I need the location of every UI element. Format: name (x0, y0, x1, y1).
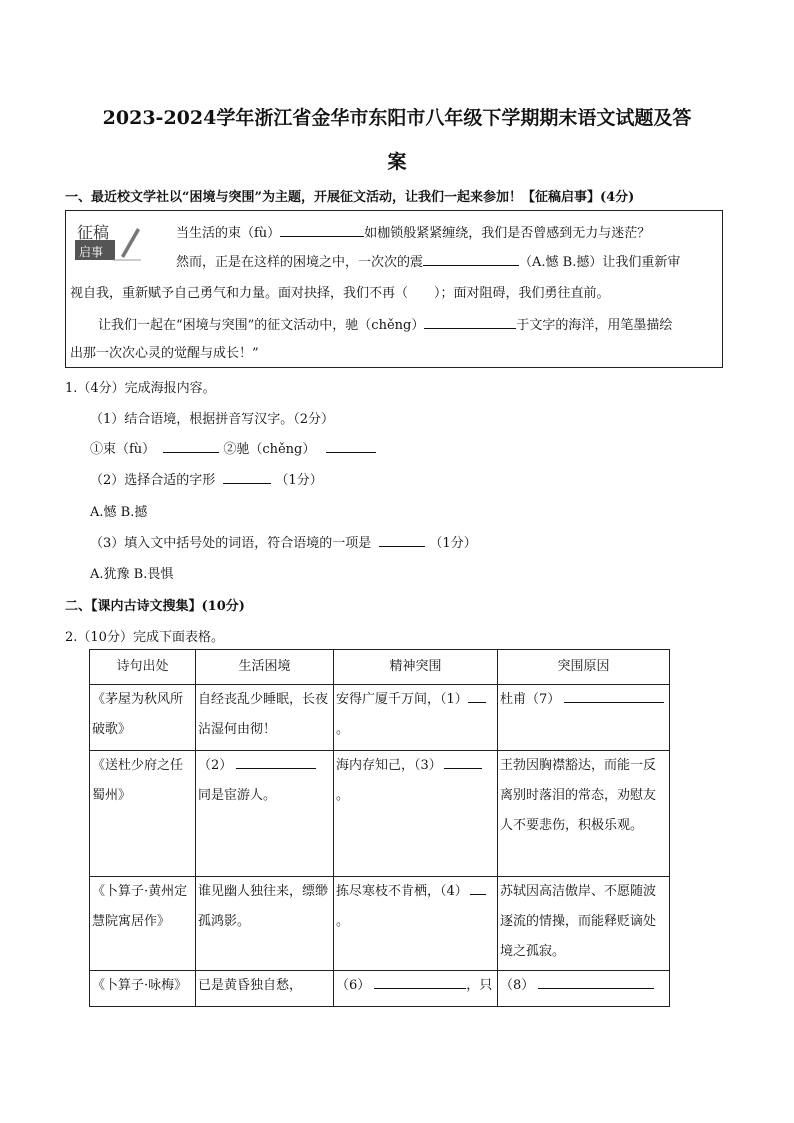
cell-plight (196, 751, 334, 877)
logo-bottom-text: 启事 (79, 245, 104, 259)
poster-p1b: 如枷锁般紧紧缠绕，我们是否曾感到无力与迷茫？ (364, 226, 651, 241)
answer-blank-7[interactable] (564, 688, 664, 703)
title-line-1: 2023-2024学年浙江省金华市东阳市八年级下学期期末语文试题及答 (102, 107, 692, 129)
cell-source: 《卜算子·咏梅》 (90, 971, 196, 1007)
cell-breakthrough (334, 685, 498, 751)
q1-sub1-b: ②驰（chěng） (223, 442, 316, 457)
q1-sub3-line (90, 532, 477, 551)
cell-breakthrough (334, 877, 498, 971)
cell-source: 《送杜少府之任蜀州》 (90, 751, 196, 877)
poster-p4a: 让我们一起在“困境与突围”的征文活动中，驰（chěng） (98, 318, 425, 333)
poster-p2b: （A.憾 B.撼）让我们重新审 (519, 255, 681, 270)
table-row (90, 877, 670, 971)
poster-line-4 (98, 314, 672, 333)
poster-line-2 (176, 251, 680, 270)
header-reason: 突围原因 (498, 650, 670, 685)
blank-cheng[interactable] (424, 314, 516, 329)
cell-breakthrough (334, 971, 498, 1007)
answer-blank-1[interactable] (468, 688, 486, 703)
poster-p4b: 于文字的海洋，用笔墨描绘 (516, 318, 673, 333)
cell-suffix: 同是宦游人。 (198, 788, 277, 803)
table-header-row (90, 650, 670, 685)
document-title (60, 96, 734, 184)
q1-sub1-answers (90, 438, 376, 457)
poster-p1a: 当生活的束（fù） (176, 226, 281, 241)
q1-sub2-line (90, 469, 323, 488)
q1-sub3-score: （1分） (429, 536, 477, 551)
table-row (90, 685, 670, 751)
q1-stem: 1.（4分）完成海报内容。 (65, 381, 216, 396)
cell-period: 。 (336, 914, 350, 929)
q1-sub2: （2）选择合适的字形 (90, 473, 216, 488)
header-source: 诗句出处 (90, 650, 196, 685)
section-1-heading: 一、最近校文学社以“困境与突围”为主题，开展征文活动，让我们一起来参加！【征稿启事】(4分) (65, 190, 635, 205)
header-breakthrough: 精神突围 (334, 650, 498, 685)
poster-line-5: 出那一次次心灵的觉醒与成长！” (70, 346, 259, 361)
poster-line-3: 视自我，重新赋予自己勇气和力量。面对抉择，我们不再（ ）；面对阻碍，我们勇往直前。 (70, 286, 610, 301)
cell-text: （8） (500, 978, 535, 993)
q1-sub2-score: （1分） (275, 473, 323, 488)
poster-p2a: 然而，正是在这样的困境之中，一次次的震 (176, 255, 424, 270)
cell-source: 《卜算子·黄州定慧院寓居作》 (90, 877, 196, 971)
cell-plight: 已是黄昏独自愁， (196, 971, 334, 1007)
cell-period: 。 (336, 722, 350, 737)
cell-reason: 苏轼因高洁傲岸、不愿随波逐流的情操，而能释贬谪处境之孤寂。 (498, 877, 670, 971)
cell-text: （2） (198, 758, 233, 773)
cell-text: 海内存知己，（3） (336, 758, 442, 773)
cell-text: 安得广厦千万间，（1） (336, 692, 468, 707)
cell-reason (498, 971, 670, 1007)
poster-line-1 (176, 222, 650, 241)
blank-fu[interactable] (280, 222, 364, 237)
cell-breakthrough (334, 751, 498, 877)
table-row (90, 971, 670, 1007)
cell-suffix: ，只 (466, 978, 493, 993)
answer-blank-6[interactable] (374, 974, 466, 989)
answer-blank-cheng[interactable] (326, 438, 376, 453)
section-2-heading: 二、【课内古诗文搜集】(10分) (65, 599, 245, 614)
header-plight: 生活困境 (196, 650, 334, 685)
answer-blank-sub2[interactable] (223, 469, 271, 484)
q1-sub1: （1）结合语境，根据拼音写汉字。（2分） (90, 412, 335, 427)
table-row (90, 751, 670, 877)
logo-top-text: 征稿 (77, 223, 110, 242)
blank-han[interactable] (423, 251, 519, 266)
answer-blank-sub3[interactable] (379, 532, 425, 547)
answer-blank-3[interactable] (444, 754, 482, 769)
answer-blank-fu[interactable] (163, 438, 219, 453)
q2-stem: 2.（10分）完成下面表格。 (65, 630, 224, 645)
answer-blank-4[interactable] (470, 880, 486, 895)
answer-blank-2[interactable] (236, 754, 316, 769)
title-line-2: 案 (387, 151, 407, 173)
cell-source: 《茅屋为秋风所破歌》 (90, 685, 196, 751)
cell-text: 拣尽寒枝不肯栖，（4） (336, 884, 468, 899)
cell-period: 。 (336, 788, 350, 803)
cell-reason: 王勃因胸襟豁达，而能一反离别时落泪的常态，劝慰友人不要悲伤，积极乐观。 (498, 751, 670, 877)
q1-sub3: （3）填入文中括号处的词语，符合语境的一项是 (90, 536, 372, 551)
cell-text: （6） (336, 978, 371, 993)
cell-text: 杜甫（7） (500, 692, 561, 707)
cell-plight: 自经丧乱少睡眠，长夜沾湿何由彻！ (196, 685, 334, 751)
q1-sub3-options: A.犹豫 B.畏惧 (90, 567, 174, 582)
poetry-table (89, 649, 670, 1007)
q1-sub1-a: ①束（fù） (90, 442, 156, 457)
cell-reason (498, 685, 670, 751)
q1-sub2-options: A.憾 B.撼 (90, 505, 148, 520)
answer-blank-8[interactable] (538, 974, 654, 989)
poster-logo-icon (73, 216, 143, 262)
cell-plight: 谁见幽人独往来，缥缈孤鸿影。 (196, 877, 334, 971)
